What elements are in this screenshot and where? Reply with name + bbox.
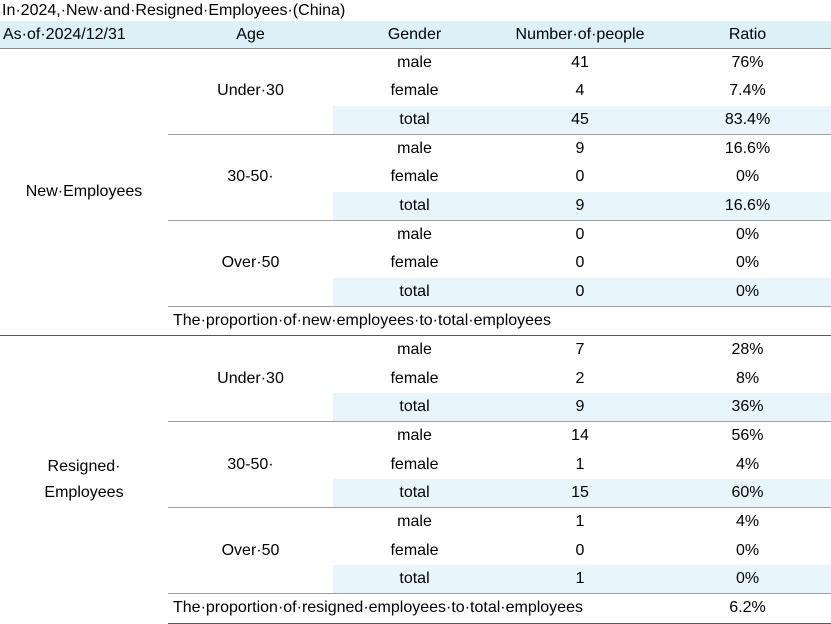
number-cell: 9 — [496, 134, 664, 163]
table-title: In·2024,·New·and·Resigned·Employees·(China) — [2, 2, 346, 19]
table-row — [0, 336, 831, 365]
gender-cell: total — [333, 192, 496, 221]
proportion-value — [664, 306, 831, 335]
header-row — [0, 21, 831, 49]
number-cell: 0 — [496, 278, 664, 307]
gender-cell: total — [333, 106, 496, 135]
ratio-cell: 0% — [664, 565, 831, 594]
header-number: Number·of·people — [496, 21, 664, 49]
ratio-cell: 0% — [735, 168, 760, 186]
gender-cell: male — [397, 54, 432, 72]
number-cell: 1 — [496, 565, 664, 594]
number-cell: 9 — [496, 192, 664, 221]
number-cell: 0 — [496, 220, 664, 249]
number-cell: 0 — [575, 254, 585, 272]
gender-cell: male — [333, 220, 496, 249]
number-cell: 7 — [496, 336, 664, 365]
ratio-cell: 8% — [735, 369, 760, 387]
table-body — [0, 49, 831, 624]
proportion-value: 6.2% — [664, 594, 831, 623]
number-cell: 41 — [571, 54, 589, 72]
gender-cell: female — [390, 82, 439, 100]
gender-cell: female — [390, 541, 439, 559]
age-group-label: 30-50· — [168, 134, 333, 220]
age-group-label: 30-50· — [168, 422, 333, 508]
section-label: Resigned· Employees — [0, 336, 168, 623]
ratio-cell: 0% — [664, 278, 831, 307]
proportion-label: The·proportion·of·new·employees·to·total·employees — [168, 306, 664, 335]
number-cell: 0 — [575, 541, 585, 559]
gender-cell: male — [333, 134, 496, 163]
ratio-cell: 28% — [664, 336, 831, 365]
gender-cell: female — [390, 168, 439, 186]
gender-cell: male — [333, 422, 496, 451]
header-gender: Gender — [333, 21, 496, 49]
number-cell: 14 — [496, 422, 664, 451]
age-group-label: Under·30 — [217, 82, 284, 100]
ratio-cell: 60% — [664, 479, 831, 508]
ratio-cell: 0% — [735, 254, 760, 272]
gender-cell: female — [390, 369, 439, 387]
gender-cell: female — [390, 455, 439, 473]
number-cell: 2 — [575, 369, 585, 387]
gender-cell: male — [333, 336, 496, 365]
ratio-cell: 16.6% — [664, 134, 831, 163]
number-cell: 0 — [575, 168, 585, 186]
gender-cell: total — [333, 565, 496, 594]
header-age: Age — [168, 21, 333, 49]
age-group-label: Over·50 — [168, 508, 333, 594]
number-cell: 45 — [496, 106, 664, 135]
employees-table — [0, 21, 831, 624]
ratio-cell: 0% — [664, 220, 831, 249]
ratio-cell: 16.6% — [664, 192, 831, 221]
ratio-cell: 4% — [664, 508, 831, 537]
ratio-cell: 36% — [664, 393, 831, 422]
ratio-cell: 83.4% — [664, 106, 831, 135]
ratio-cell: 56% — [664, 422, 831, 451]
gender-cell: total — [333, 278, 496, 307]
number-cell: 1 — [496, 508, 664, 537]
number-cell: 15 — [496, 479, 664, 508]
header-as-of: As·of·2024/12/31 — [0, 21, 168, 49]
gender-cell: total — [333, 479, 496, 508]
gender-cell: female — [390, 254, 439, 272]
age-group-label: Under·30 — [168, 336, 333, 422]
ratio-cell: 4% — [735, 455, 760, 473]
gender-cell: male — [333, 508, 496, 537]
ratio-cell: 76% — [731, 54, 764, 72]
header-ratio: Ratio — [664, 21, 831, 49]
ratio-cell: 7.4% — [729, 82, 766, 100]
number-cell: 4 — [575, 82, 585, 100]
section-label: New·Employees — [25, 183, 143, 201]
number-cell: 9 — [496, 393, 664, 422]
proportion-label: The·proportion·of·resigned·employees·to·total·employees — [168, 594, 664, 623]
ratio-cell: 0% — [735, 541, 760, 559]
table-row — [0, 49, 831, 78]
age-group-label: Over·50 — [168, 220, 333, 306]
number-cell: 1 — [575, 455, 585, 473]
gender-cell: total — [333, 393, 496, 422]
